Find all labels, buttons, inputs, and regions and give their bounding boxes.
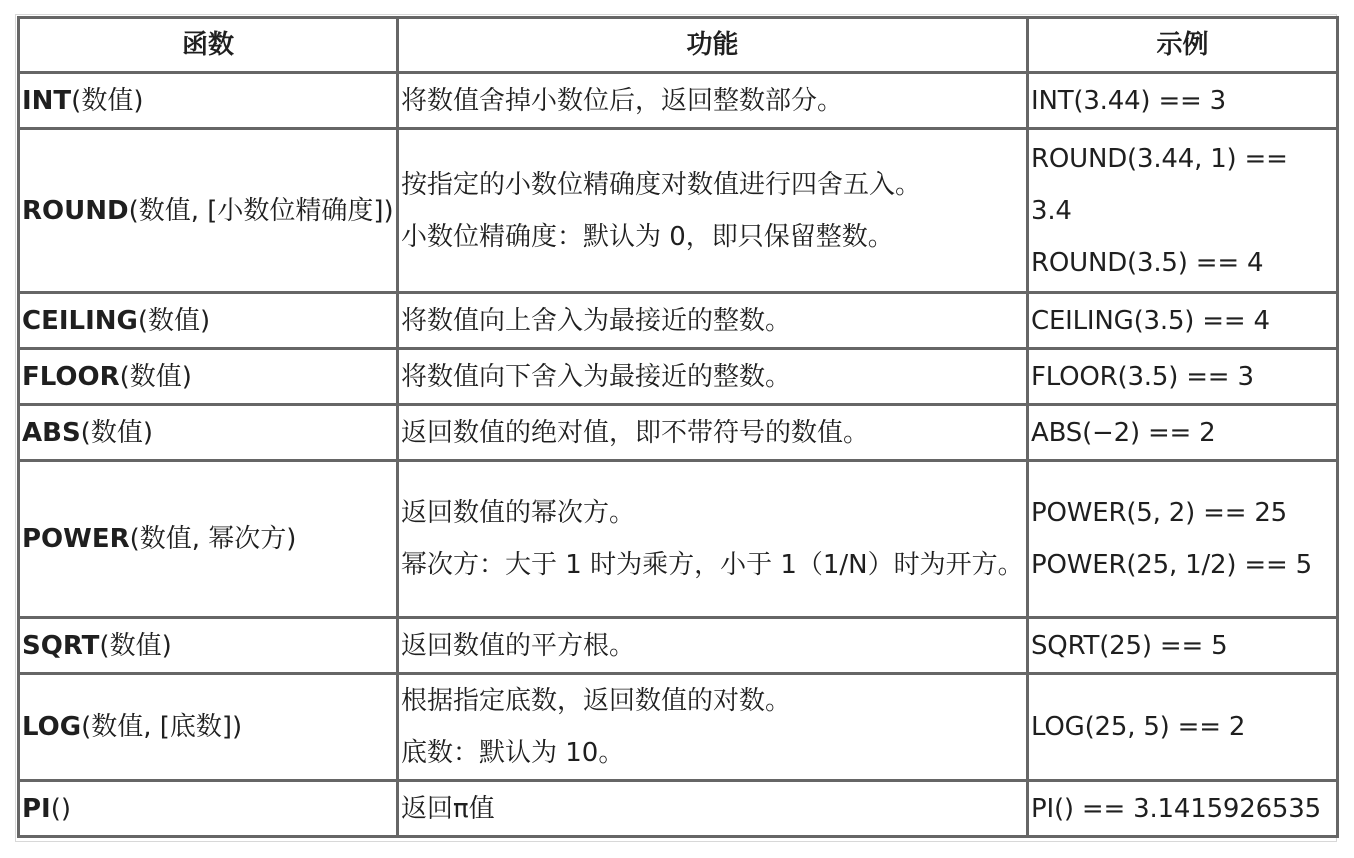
function-table (17, 16, 1339, 838)
table-row (19, 618, 1338, 674)
table-header-row (19, 18, 1338, 73)
description-cell (398, 293, 1028, 349)
function-name: INT (22, 85, 72, 116)
example-line: ROUND(3.44, 1) == 3.4 (1031, 143, 1288, 226)
header-function: 函数 (19, 18, 398, 73)
function-cell (19, 781, 398, 837)
example-cell (1028, 349, 1338, 405)
description-line: 底数：默认为 10。 (401, 738, 625, 768)
description-cell (398, 349, 1028, 405)
function-name: ROUND (22, 195, 129, 226)
description-cell (398, 129, 1028, 293)
description-cell (398, 73, 1028, 129)
function-args: (数值) (137, 305, 211, 336)
description-cell (398, 781, 1028, 837)
function-name: PI (22, 793, 51, 824)
description-line: 返回π值 (401, 793, 495, 824)
function-args: (数值, [底数]) (81, 712, 243, 742)
description-line: 返回数值的绝对值，即不带符号的数值。 (401, 417, 870, 448)
example-cell (1028, 293, 1338, 349)
example-line: SQRT(25) == 5 (1031, 630, 1228, 661)
description-line: 幂次方：大于 1 时为乘方，小于 1（1/N）时为开方。 (401, 550, 1024, 580)
function-name: ABS (22, 417, 81, 448)
example-line: PI() == 3.1415926535 (1031, 793, 1321, 824)
function-cell (19, 293, 398, 349)
function-cell (19, 129, 398, 293)
function-cell (19, 405, 398, 461)
function-args: (数值) (119, 361, 192, 392)
function-cell (19, 618, 398, 674)
example-line: POWER(5, 2) == 25 (1031, 498, 1288, 528)
function-args: () (50, 793, 72, 824)
example-cell (1028, 461, 1338, 618)
description-cell (398, 461, 1028, 618)
example-cell (1028, 781, 1338, 837)
table-row (19, 674, 1338, 781)
function-cell (19, 349, 398, 405)
function-args: (数值, [小数位精确度]) (128, 195, 394, 226)
example-cell (1028, 674, 1338, 781)
table-row (19, 781, 1338, 837)
description-line: 按指定的小数位精确度对数值进行四舍五入。 (401, 169, 922, 200)
description-line: 返回数值的平方根。 (401, 630, 636, 661)
description-cell (398, 618, 1028, 674)
header-description: 功能 (398, 18, 1028, 73)
header-example: 示例 (1028, 18, 1338, 73)
description-line: 小数位精确度：默认为 0，即只保留整数。 (401, 221, 894, 252)
description-line: 将数值向上舍入为最接近的整数。 (401, 305, 792, 336)
function-args: (数值, 幂次方) (129, 524, 297, 554)
function-cell (19, 73, 398, 129)
example-cell (1028, 129, 1338, 293)
function-name: LOG (22, 712, 82, 742)
example-line: ABS(−2) == 2 (1031, 417, 1216, 448)
table-row (19, 73, 1338, 129)
function-name: POWER (22, 524, 130, 554)
table-row (19, 293, 1338, 349)
description-line: 根据指定底数，返回数值的对数。 (401, 686, 792, 716)
description-cell (398, 674, 1028, 781)
table-row (19, 129, 1338, 293)
table-row (19, 349, 1338, 405)
example-cell (1028, 73, 1338, 129)
function-cell (19, 674, 398, 781)
description-line: 返回数值的幂次方。 (401, 498, 636, 528)
example-line: LOG(25, 5) == 2 (1031, 712, 1246, 742)
description-line: 将数值向下舍入为最接近的整数。 (401, 361, 792, 392)
example-cell (1028, 618, 1338, 674)
function-cell (19, 461, 398, 618)
function-args: (数值) (99, 630, 172, 661)
example-line: POWER(25, 1/2) == 5 (1031, 550, 1312, 580)
description-cell (398, 405, 1028, 461)
example-line: ROUND(3.5) == 4 (1031, 247, 1264, 278)
example-cell (1028, 405, 1338, 461)
function-name: FLOOR (22, 361, 120, 392)
function-args: (数值) (71, 85, 144, 116)
description-line: 将数值舍掉小数位后，返回整数部分。 (401, 85, 844, 116)
example-line: INT(3.44) == 3 (1031, 85, 1227, 116)
table-row (19, 461, 1338, 618)
example-line: CEILING(3.5) == 4 (1031, 305, 1270, 336)
function-name: CEILING (22, 305, 138, 336)
table-row (19, 405, 1338, 461)
example-line: FLOOR(3.5) == 3 (1031, 361, 1254, 392)
function-args: (数值) (80, 417, 153, 448)
function-name: SQRT (22, 630, 100, 661)
